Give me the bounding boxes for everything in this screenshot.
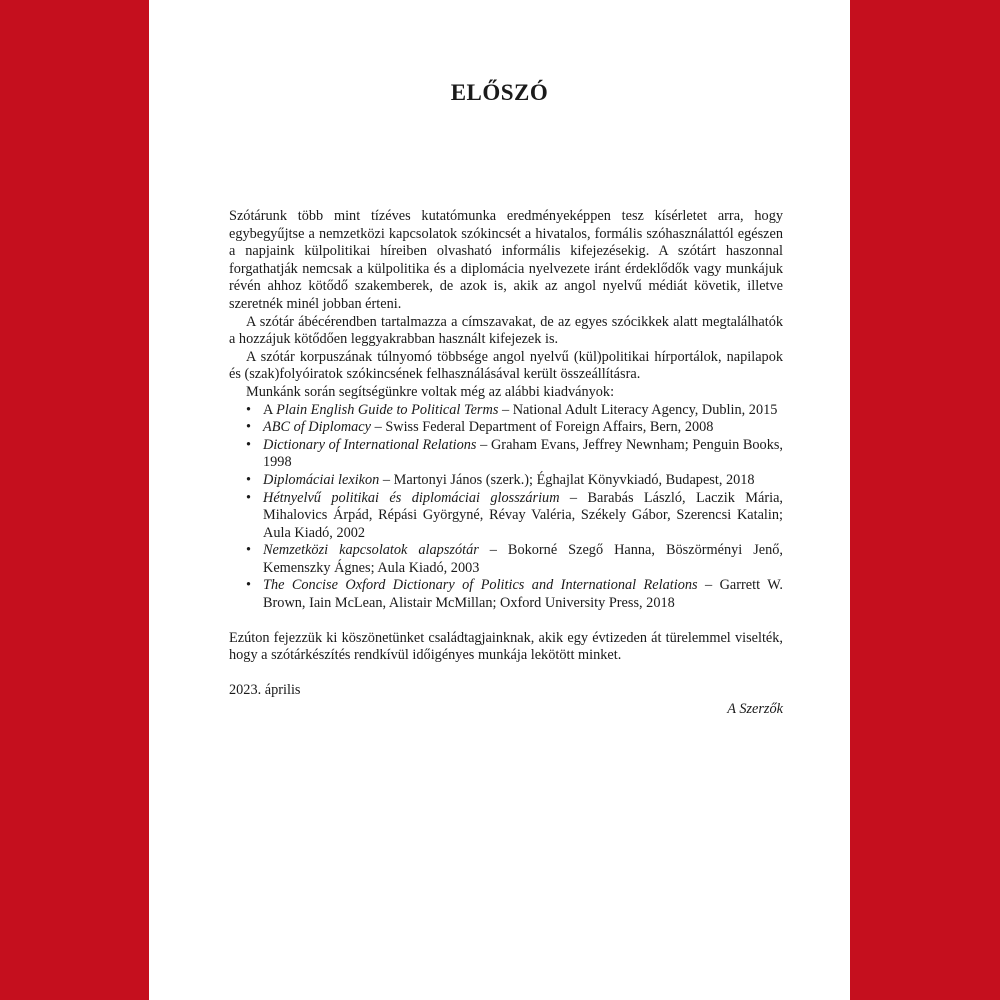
- paragraph-thanks: Ezúton fejezzük ki köszönetünket családtagjainknak, akik egy évtizeden át türelemmel viselték, hogy a szótárkészítés rendkívül időigényes munkája lekötött minket.: [229, 629, 783, 664]
- reference-details: – Martonyi János (szerk.); Éghajlat Könyvkiadó, Budapest, 2018: [379, 471, 755, 488]
- signature: A Szerzők: [727, 701, 783, 718]
- reference-item: [229, 490, 783, 543]
- reference-item: [229, 472, 783, 490]
- reference-item: [229, 419, 783, 437]
- reference-details: – Garrett W. Brown, Iain McLean, Alistair McMillan; Oxford University Press, 2018: [263, 577, 783, 612]
- reference-details: – Bokorné Szegő Hanna, Böszörményi Jenő, Kemenszky Ágnes; Aula Kiadó, 2003: [263, 542, 783, 576]
- reference-item: [229, 437, 783, 472]
- bullet: •: [246, 401, 252, 418]
- bullet: •: [246, 577, 252, 594]
- left-red-band: [0, 0, 149, 1000]
- reference-title: Hétnyelvű politikai és diplomáciai glosszárium: [263, 489, 560, 506]
- page: [149, 0, 850, 1000]
- reference-title: Plain English Guide to Political Terms: [276, 401, 499, 418]
- bullet: •: [246, 419, 252, 436]
- reference-details: – Graham Evans, Jeffrey Newnham; Penguin Books, 1998: [263, 436, 783, 471]
- paragraph-intro: Szótárunk több mint tízéves kutatómunka eredményeképpen tesz kísérletet arra, hogy egybegyűjtse a nemzetközi kapcsolatok szókincsét a hivatalos, formális szóhasználattól egészen a napjaink külpolitikai híreiben olvasható informális kifejezésekig. A szótárt haszonnal forgathatják nemcsak a külpolitika és a diplomácia nyelvezete iránt érdeklődők vagy munkájuk révén ahhoz kötődő szakemberek, de azok is, akik az angol nyelvű médiát követik, illetve szeretnék minél jobban érteni.: [229, 208, 783, 312]
- reference-title: Dictionary of International Relations: [263, 436, 477, 453]
- reference-details: – Barabás László, Laczik Mária, Mihalovics Árpád, Répási Györgyné, Révay Valéria, Székely Gábor, Szerencsi Katalin; Aula Kiadó, 2002: [263, 489, 783, 541]
- reference-item: [229, 402, 783, 420]
- paragraph-sources: Munkánk során segítségünkre voltak még az alábbi kiadványok:: [246, 383, 615, 400]
- reference-title: Nemzetközi kapcsolatok alapszótár: [263, 542, 479, 559]
- reference-details: – Swiss Federal Department of Foreign Affairs, Bern, 2008: [371, 419, 714, 436]
- bullet: •: [246, 542, 252, 559]
- reference-title: The Concise Oxford Dictionary of Politics and International Relations: [263, 577, 698, 594]
- paragraph-corpus: A szótár korpuszának túlnyomó többsége angol nyelvű (kül)politikai hírportálok, napilapok és (szak)folyóiratok szókincsének felhasználásával került összeállításra.: [229, 348, 783, 383]
- reference-list: [229, 402, 783, 613]
- date: 2023. április: [229, 681, 301, 698]
- reference-details: – National Adult Literacy Agency, Dublin, 2015: [498, 401, 778, 418]
- reference-title: ABC of Diplomacy: [263, 419, 372, 436]
- page-title: ELŐSZÓ: [450, 80, 549, 105]
- body-text: [229, 208, 783, 719]
- reference-title: Diplomáciai lexikon: [263, 471, 380, 488]
- bullet: •: [246, 489, 252, 506]
- bullet: •: [246, 471, 252, 488]
- right-red-band: [850, 0, 1000, 1000]
- reference-prefix: A: [263, 401, 277, 418]
- reference-item: [229, 542, 783, 577]
- reference-item: [229, 577, 783, 612]
- paragraph-order: A szótár ábécérendben tartalmazza a címszavakat, de az egyes szócikkek alatt megtalálhatók a hozzájuk kötődően leggyakrabban használt kifejezek is.: [229, 313, 783, 348]
- bullet: •: [246, 436, 252, 453]
